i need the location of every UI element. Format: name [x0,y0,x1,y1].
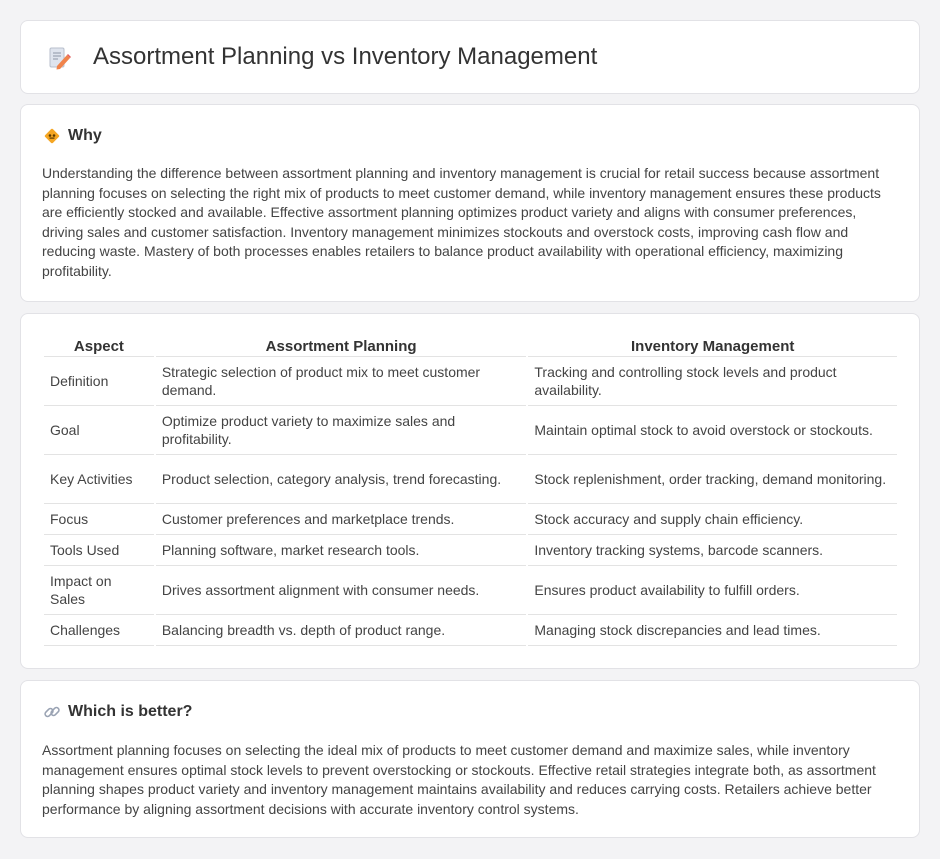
aspect-cell: Definition [44,357,154,406]
aspect-cell: Goal [44,406,154,455]
inventory-cell: Ensures product availability to fulfill orders. [528,566,897,615]
table-row [44,455,897,504]
table-row [44,406,897,455]
why-text: Understanding the difference between assortment planning and inventory management is crucial for retail success because assortment planning focuses on selecting the right mix of products to meet customer demand, while inventory management ensures these products are efficiently stocked and available. Effective assortment planning optimizes product variety and aligns with consumer preferences, driving sales and customer satisfaction. Inventory management minimizes stockouts and overstock costs, improving cash flow and reducing waste. Mastery of both processes enables retailers to balance product availability with operational efficiency, maximizing profitability. [42,165,881,279]
assortment-cell: Customer preferences and marketplace trends. [156,504,527,535]
inventory-cell: Inventory tracking systems, barcode scanners. [528,535,897,566]
column-header: Aspect [44,335,154,357]
page-title: Assortment Planning vs Inventory Management [93,43,598,70]
inventory-cell: Stock accuracy and supply chain efficiency. [528,504,897,535]
column-header: Inventory Management [528,335,897,357]
column-header: Assortment Planning [156,335,527,357]
better-heading: Which is better? [68,703,193,720]
link-icon [43,703,61,721]
aspect-cell: Key Activities [44,455,154,504]
why-heading: Why [68,127,102,144]
table-row [44,357,897,406]
better-section [20,680,920,838]
comparison-section [20,313,920,669]
table-row [44,566,897,615]
assortment-cell: Planning software, market research tools. [156,535,527,566]
aspect-cell: Tools Used [44,535,154,566]
better-heading-row [43,703,192,721]
better-text: Assortment planning focuses on selecting the ideal mix of products to meet customer demand and maximize sales, while inventory management ensures optimal stock levels to prevent overstocking or stockouts. Effective retail strategies integrate both, as assortment planning shapes product variety and inventory management maintains availability and reduces carrying costs. Retailers achieve better performance by aligning assortment decisions with accurate inventory control systems. [42,742,876,817]
header-card [20,20,920,94]
why-section [20,104,920,302]
table-row [44,535,897,566]
assortment-cell: Optimize product variety to maximize sales and profitability. [156,406,527,455]
assortment-cell: Drives assortment alignment with consumer needs. [156,566,527,615]
diamond-sign-icon [43,127,61,145]
assortment-cell: Product selection, category analysis, trend forecasting. [156,455,527,504]
document-pencil-icon [47,46,71,70]
inventory-cell: Tracking and controlling stock levels and product availability. [528,357,897,406]
aspect-cell: Impact on Sales [44,566,154,615]
inventory-cell: Managing stock discrepancies and lead times. [528,615,897,646]
table-row [44,504,897,535]
inventory-cell: Maintain optimal stock to avoid overstock or stockouts. [528,406,897,455]
table-row [44,615,897,646]
inventory-cell: Stock replenishment, order tracking, demand monitoring. [528,455,897,504]
assortment-cell: Balancing breadth vs. depth of product range. [156,615,527,646]
table-header-row [44,335,897,357]
comparison-table [42,335,899,646]
aspect-cell: Challenges [44,615,154,646]
assortment-cell: Strategic selection of product mix to meet customer demand. [156,357,527,406]
why-heading-row [43,127,102,145]
aspect-cell: Focus [44,504,154,535]
